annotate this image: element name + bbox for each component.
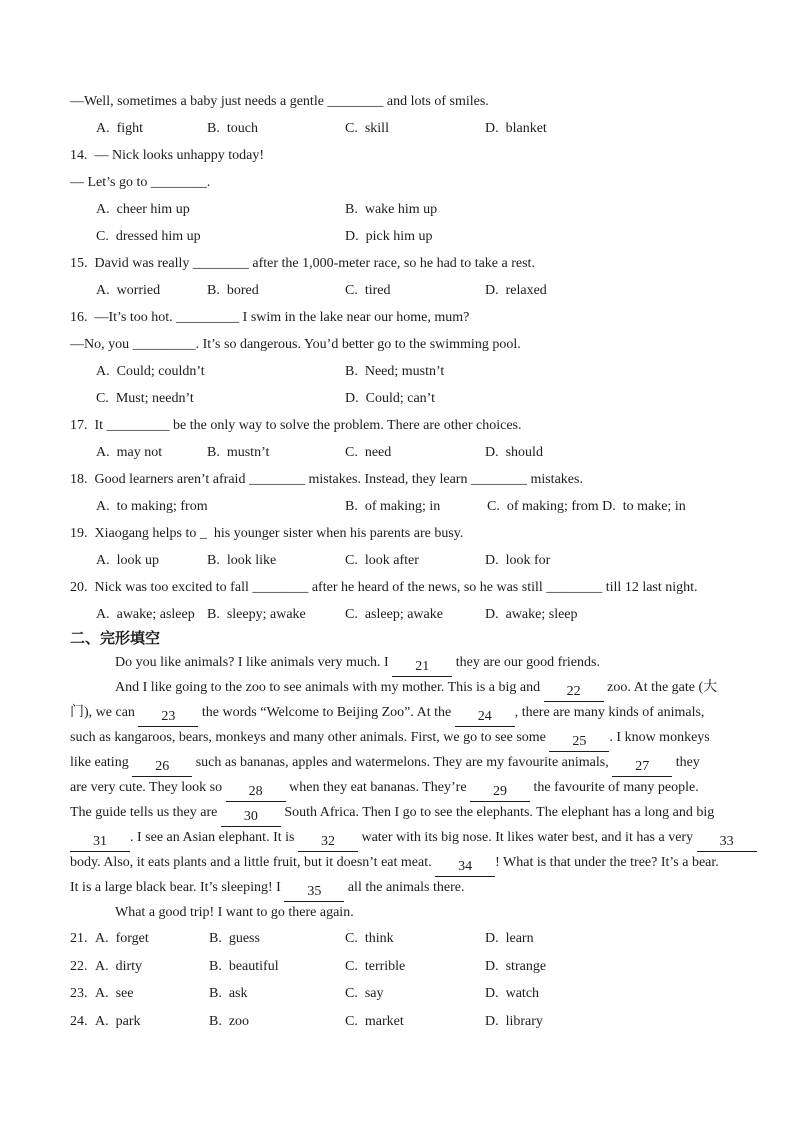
cloze-question-row — [70, 953, 737, 981]
question-stem: 14. — Nick looks unhappy today! — [70, 148, 265, 163]
passage-line — [70, 800, 737, 825]
option-item: C. dressed him up — [96, 229, 201, 244]
passage-text: are very cute. They look so — [70, 780, 226, 795]
passage-text: . I know monkeys — [609, 730, 710, 745]
option-item: A. dirty — [95, 958, 143, 974]
passage-text: , there are many kinds of animals, — [514, 705, 705, 720]
option-item: A. fight — [96, 121, 144, 136]
option-item: B. mustn’t — [207, 445, 270, 460]
cloze-questions — [70, 925, 737, 1035]
passage-text: like eating — [70, 755, 133, 770]
option-item: D. relaxed — [485, 283, 547, 298]
options-row — [96, 439, 737, 466]
passage-line — [70, 750, 737, 775]
option-item: C. terrible — [345, 958, 406, 974]
passage-text: . I see an Asian elephant. It is — [130, 830, 298, 845]
option-item: D. Could; can’t — [345, 391, 435, 406]
passage-text: zoo. At the gate (大 — [603, 680, 718, 695]
options-row — [96, 601, 737, 628]
options-row — [96, 385, 737, 412]
passage-text: they are our good friends. — [452, 655, 600, 670]
option-item: A. Could; couldn’t — [96, 364, 205, 379]
option-item: B. Need; mustn’t — [345, 364, 445, 379]
cloze-question-row — [70, 925, 737, 953]
cloze-blank: 35 — [284, 883, 344, 902]
cloze-blank: 23 — [138, 708, 198, 727]
passage-line — [70, 650, 737, 675]
passage-text: such as bananas, apples and watermelons. They are my favourite animals, — [192, 755, 613, 770]
cloze-passage — [70, 650, 737, 925]
options-row — [96, 196, 737, 223]
question-number: 23. — [70, 986, 88, 1001]
passage-text: water with its big nose. It likes water best, and it has a very — [357, 830, 697, 845]
question-number: 22. — [70, 958, 88, 974]
cloze-blank: 22 — [544, 683, 604, 702]
option-item: B. wake him up — [345, 202, 438, 217]
option-item: B. sleepy; awake — [207, 607, 306, 622]
option-item: D. to make; in — [602, 499, 686, 514]
single-choice-section — [70, 88, 737, 628]
option-item: C. think — [345, 931, 394, 946]
question-stem: 17. It _________ be the only way to solve the problem. There are other choices. — [70, 418, 522, 433]
cloze-blank: 28 — [226, 783, 286, 802]
option-item: C. look after — [345, 553, 419, 568]
cloze-blank: 27 — [612, 758, 672, 777]
option-item: A. to making; from — [96, 499, 208, 514]
option-item: A. worried — [96, 283, 161, 298]
option-item: B. bored — [207, 283, 259, 298]
option-item: B. beautiful — [209, 958, 279, 974]
option-item: D. look for — [485, 553, 551, 568]
cloze-question-row — [70, 980, 737, 1008]
option-item: D. watch — [485, 986, 540, 1001]
question-stem: 20. Nick was too excited to fall ________ after he heard of the news, so he was still ________ till 12 last night. — [70, 580, 698, 595]
question-stem: 16. —It’s too hot. _________ I swim in the lake near our home, mum? — [70, 310, 470, 325]
option-item: B. touch — [207, 121, 258, 136]
passage-text: body. Also, it eats plants and a little fruit, but it doesn’t eat meat. — [70, 855, 436, 870]
option-item: A. park — [95, 1013, 141, 1029]
option-item: C. asleep; awake — [345, 607, 443, 622]
passage-line — [70, 850, 737, 875]
cloze-blank: 24 — [455, 708, 515, 727]
option-item: C. of making; from — [487, 499, 603, 514]
option-item: D. library — [485, 1013, 543, 1029]
passage-text: such as kangaroos, bears, monkeys and many other animals. First, we go to see some — [70, 730, 550, 745]
option-item: A. look up — [96, 553, 159, 568]
cloze-heading: 二、完形填空 — [70, 631, 161, 647]
option-item: D. learn — [485, 931, 534, 946]
option-item: D. should — [485, 445, 543, 460]
options-row — [96, 547, 737, 574]
passage-line — [70, 900, 737, 925]
passage-text: South Africa. Then I go to see the elephants. The elephant has a long and big — [280, 805, 715, 820]
passage-text: all the animals there. — [344, 880, 465, 895]
option-item: A. may not — [96, 445, 163, 460]
options-row — [96, 358, 737, 385]
passage-text: ! What is that under the tree? It’s a bear. — [495, 855, 719, 870]
cloze-blank: 33 — [697, 833, 757, 852]
question-stem: —Well, sometimes a baby just needs a gentle ________ and lots of smiles. — [70, 94, 489, 109]
option-item: A. cheer him up — [96, 202, 190, 217]
option-item: C. market — [345, 1013, 404, 1029]
question-stem: —No, you _________. It’s so dangerous. You’d better go to the swimming pool. — [70, 337, 521, 352]
passage-text: It is a large black bear. It’s sleeping! I — [70, 880, 285, 895]
option-item: C. Must; needn’t — [96, 391, 194, 406]
option-item: C. tired — [345, 283, 391, 298]
option-item: C. skill — [345, 121, 389, 136]
cloze-blank: 30 — [221, 808, 281, 827]
option-item: D. pick him up — [345, 229, 433, 244]
cloze-blank: 25 — [549, 733, 609, 752]
options-row — [96, 493, 737, 520]
question-stem: 15. David was really ________ after the 1,000-meter race, so he had to take a rest. — [70, 256, 535, 271]
cloze-blank: 26 — [132, 758, 192, 777]
option-item: C. say — [345, 986, 384, 1001]
passage-text: The guide tells us they are — [70, 805, 221, 820]
question-stem: — Let’s go to ________. — [70, 175, 211, 190]
question-number: 21. — [70, 931, 88, 946]
option-item: D. strange — [485, 958, 547, 974]
option-item: D. blanket — [485, 121, 547, 136]
passage-line — [70, 725, 737, 750]
option-item: D. awake; sleep — [485, 607, 578, 622]
option-item: A. see — [95, 986, 134, 1001]
passage-text: the favourite of many people. — [530, 780, 699, 795]
cloze-blank: 32 — [298, 833, 358, 852]
passage-text: Do you like animals? I like animals very much. I — [115, 655, 393, 670]
cloze-blank: 34 — [435, 858, 495, 877]
cloze-blank: 21 — [392, 658, 452, 677]
option-item: B. guess — [209, 931, 260, 946]
option-item: B. look like — [207, 553, 277, 568]
cloze-blank: 31 — [70, 833, 130, 852]
passage-line — [70, 775, 737, 800]
passage-text: What a good trip! I want to go there again. — [115, 905, 354, 920]
passage-text: when they eat bananas. They’re — [285, 780, 471, 795]
passage-line — [70, 700, 737, 725]
options-row — [96, 223, 737, 250]
option-item: B. ask — [209, 986, 248, 1001]
passage-text: the words “Welcome to Beijing Zoo”. At the — [198, 705, 455, 720]
question-number: 24. — [70, 1013, 88, 1029]
options-row — [96, 277, 737, 304]
option-item: B. of making; in — [345, 499, 441, 514]
cloze-blank: 29 — [470, 783, 530, 802]
option-item: B. zoo — [209, 1013, 250, 1029]
option-item: C. need — [345, 445, 392, 460]
cloze-question-row — [70, 1008, 737, 1036]
passage-text: 门), we can — [70, 705, 139, 720]
option-item: A. awake; asleep — [96, 607, 195, 622]
passage-text: And I like going to the zoo to see animals with my mother. This is a big and — [115, 680, 544, 695]
question-stem: 18. Good learners aren’t afraid ________ mistakes. Instead, they learn ________ mistakes. — [70, 472, 583, 487]
passage-text: they — [672, 755, 700, 770]
passage-line — [70, 825, 737, 850]
passage-line — [70, 675, 737, 700]
question-stem: 19. Xiaogang helps to _ his younger sister when his parents are busy. — [70, 526, 464, 541]
passage-line — [70, 875, 737, 900]
options-row — [96, 115, 737, 142]
option-item: A. forget — [95, 931, 149, 946]
